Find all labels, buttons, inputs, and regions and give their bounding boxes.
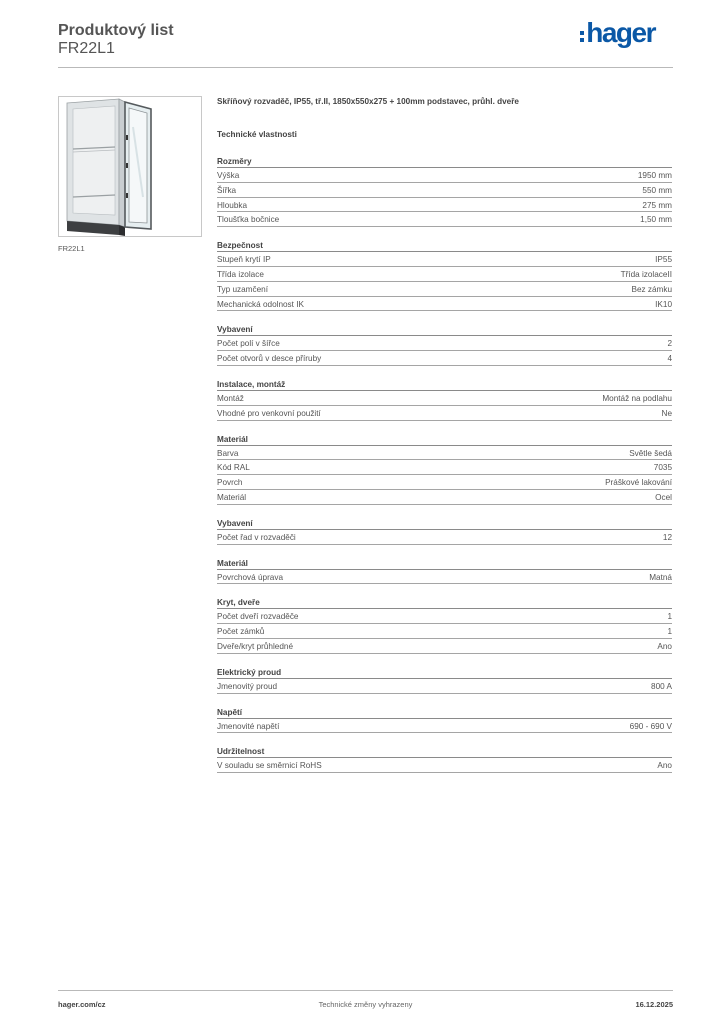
group-title: Bezpečnost	[217, 240, 672, 252]
property-group	[217, 240, 672, 311]
property-value: 1	[667, 612, 672, 622]
enclosure-cabinet-icon	[59, 97, 201, 236]
property-row	[217, 336, 672, 351]
logo-dots-icon	[580, 31, 584, 42]
property-label: Povrchová úprava	[217, 572, 283, 582]
product-image	[58, 96, 202, 237]
property-value: 12	[662, 532, 672, 542]
hager-logo	[580, 18, 655, 48]
property-row	[217, 460, 672, 475]
property-value: 7035	[653, 463, 672, 473]
property-row	[217, 297, 672, 312]
property-label: Počet otvorů v desce příruby	[217, 354, 322, 364]
property-group	[217, 558, 672, 585]
disclaimer-note: Technické změny vyhrazeny	[318, 1000, 413, 1009]
property-value: Montáž na podlahu	[602, 393, 672, 403]
property-label: Materiál	[217, 492, 247, 502]
group-title: Elektrický proud	[217, 667, 672, 679]
property-label: Jmenovité napětí	[217, 721, 280, 731]
group-title: Vybavení	[217, 518, 672, 530]
property-label: Mechanická odolnost IK	[217, 299, 304, 309]
property-value: Ano	[657, 641, 672, 651]
property-value: 2	[667, 339, 672, 349]
property-label: Hloubka	[217, 200, 248, 210]
property-label: Šířka	[217, 185, 237, 195]
property-value: Ne	[661, 408, 672, 418]
property-group	[217, 518, 672, 545]
property-label: Typ uzamčení	[217, 284, 268, 294]
property-row	[217, 406, 672, 421]
document-date: 16.12.2025	[635, 1000, 673, 1009]
group-title: Napětí	[217, 707, 672, 719]
property-label: Třída izolace	[217, 269, 264, 279]
property-row	[217, 639, 672, 654]
property-value: 1950 mm	[637, 171, 672, 180]
property-label: Počet dveří rozvaděče	[217, 612, 299, 622]
property-value: 800 A	[651, 681, 672, 691]
property-value: 1	[667, 627, 672, 637]
property-group	[217, 707, 672, 734]
page-header	[58, 17, 673, 68]
property-value: Práškové lakování	[605, 478, 672, 488]
group-title: Materiál	[217, 434, 672, 446]
property-row	[217, 198, 672, 213]
property-group	[217, 667, 672, 694]
property-row	[217, 609, 672, 624]
property-label: Počet řad v rozvaděči	[217, 532, 296, 542]
property-value: Matná	[649, 572, 672, 582]
property-value: Ocel	[655, 492, 672, 502]
logo-text: hager	[586, 17, 655, 48]
property-row	[217, 212, 672, 227]
group-title: Udržitelnost	[217, 746, 672, 758]
property-label: Počet zámků	[217, 627, 265, 637]
property-value: IK10	[655, 299, 672, 309]
group-title: Rozměry	[217, 156, 672, 168]
product-description: Skříňový rozvaděč, IP55, tř.II, 1850x550x275 + 100mm podstavec, průhl. dveře	[217, 97, 519, 106]
property-group	[217, 597, 672, 653]
property-value: 4	[667, 354, 672, 364]
document-title: Produktový list	[58, 22, 174, 39]
property-value: 690 - 690 V	[629, 721, 672, 731]
property-value: Světle šedá	[629, 448, 672, 458]
property-label: Výška	[217, 171, 240, 180]
group-title: Vybavení	[217, 324, 672, 336]
property-label: V souladu se směrnicí RoHS	[217, 761, 322, 771]
technical-properties-title: Technické vlastnosti	[217, 130, 297, 139]
property-value: Třída izolaceII	[620, 269, 672, 279]
property-group	[217, 746, 672, 773]
property-value: 1,50 mm	[640, 215, 672, 225]
property-label: Povrch	[217, 478, 243, 488]
property-row	[217, 570, 672, 585]
property-label: Vhodné pro venkovní použití	[217, 408, 321, 418]
property-label: Tloušťka bočnice	[217, 215, 280, 225]
property-group	[217, 434, 672, 505]
property-row	[217, 624, 672, 639]
property-group	[217, 156, 672, 227]
property-value: 550 mm	[642, 185, 672, 195]
property-label: Dveře/kryt průhledné	[217, 641, 293, 651]
property-row	[217, 267, 672, 282]
property-label: Počet polí v šířce	[217, 339, 280, 349]
property-value: 275 mm	[642, 200, 672, 210]
property-groups	[217, 156, 672, 773]
property-label: Kód RAL	[217, 463, 250, 473]
property-row	[217, 183, 672, 198]
property-row	[217, 446, 672, 461]
property-group	[217, 324, 672, 366]
property-row	[217, 530, 672, 545]
product-details	[217, 97, 672, 773]
property-row	[217, 391, 672, 406]
property-row	[217, 758, 672, 773]
property-label: Stupeň krytí IP	[217, 255, 271, 265]
property-value: Ano	[657, 761, 672, 771]
property-row	[217, 679, 672, 694]
page-footer	[58, 990, 673, 1018]
property-label: Montáž	[217, 393, 244, 403]
property-row	[217, 490, 672, 505]
property-row	[217, 475, 672, 490]
property-label: Jmenovitý proud	[217, 681, 278, 691]
property-value: Bez zámku	[631, 284, 672, 294]
product-image-caption: FR22L1	[58, 244, 85, 253]
property-row	[217, 252, 672, 267]
product-code-title: FR22L1	[58, 40, 115, 57]
group-title: Materiál	[217, 558, 672, 570]
property-row	[217, 351, 672, 366]
property-value: IP55	[655, 255, 672, 265]
property-group	[217, 379, 672, 421]
property-row	[217, 168, 672, 183]
property-row	[217, 282, 672, 297]
group-title: Instalace, montáž	[217, 379, 672, 391]
property-label: Barva	[217, 448, 239, 458]
group-title: Kryt, dveře	[217, 597, 672, 609]
website-link[interactable]: hager.com/cz	[58, 1000, 106, 1009]
property-row	[217, 719, 672, 734]
